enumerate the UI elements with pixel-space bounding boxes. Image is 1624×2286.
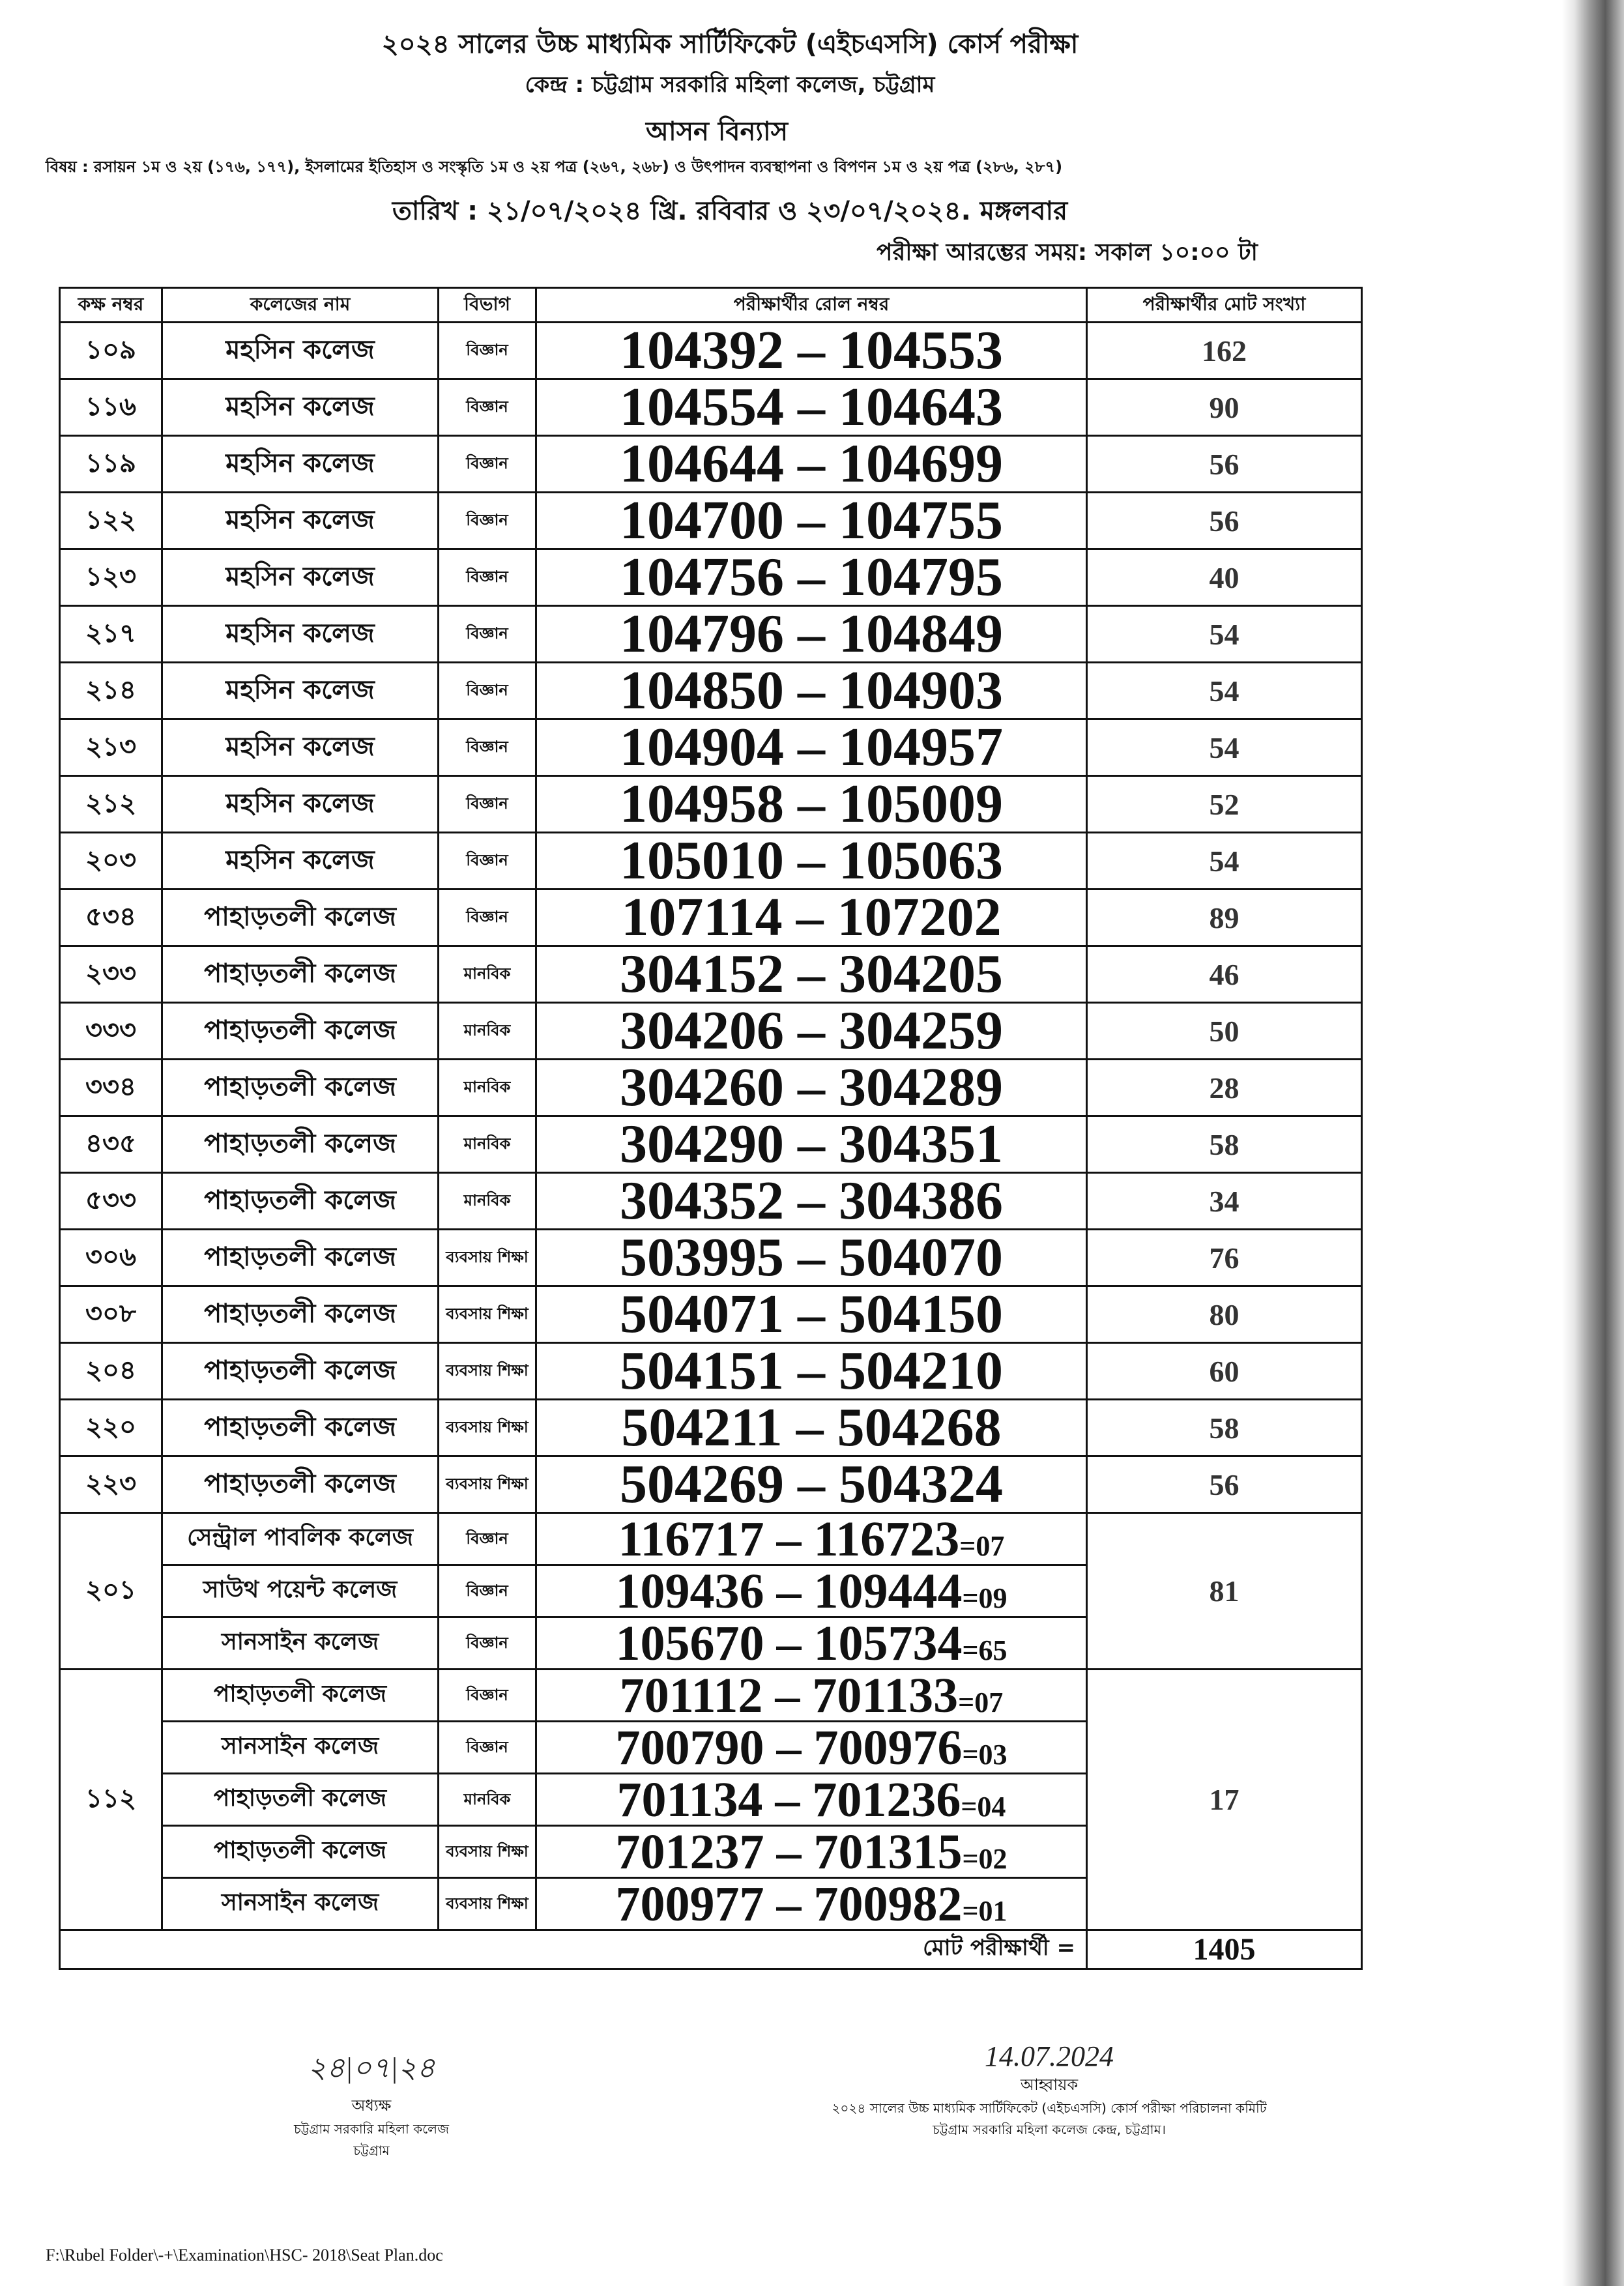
col-room: কক্ষ নম্বর (60, 288, 162, 323)
roll-range-text: 700790 – 700976 (615, 1721, 963, 1774)
table-row (60, 1060, 1362, 1116)
table-row (60, 1456, 1362, 1513)
room-number: ২১৩ (60, 719, 162, 776)
room-number: ২০৩ (60, 833, 162, 890)
table-row (60, 1116, 1362, 1173)
seat-plan-table (59, 287, 1363, 1970)
candidate-count: 89 (1087, 890, 1362, 946)
candidate-count: 54 (1087, 663, 1362, 719)
roll-subtotal: =07 (959, 1529, 1005, 1562)
table-row (60, 1400, 1362, 1456)
roll-range (536, 1878, 1087, 1930)
roll-range (536, 1513, 1087, 1565)
roll-range (536, 1826, 1087, 1878)
college-name: মহসিন কলেজ (162, 493, 439, 549)
principal-signature-date: ২৪|০৭|২৪ (308, 2052, 435, 2084)
roll-range: 504211 – 504268 (536, 1400, 1087, 1456)
department: বিজ্ঞান (439, 1565, 536, 1617)
roll-range: 304290 – 304351 (536, 1116, 1087, 1173)
department: বিজ্ঞান (439, 776, 536, 833)
roll-range (536, 1565, 1087, 1617)
department: মানবিক (439, 1003, 536, 1060)
candidate-count: 60 (1087, 1343, 1362, 1400)
col-college: কলেজের নাম (162, 288, 439, 323)
roll-range-text: 701237 – 701315 (615, 1825, 963, 1878)
roll-subtotal: =02 (962, 1842, 1008, 1875)
table-row (60, 549, 1362, 606)
scan-edge-shadow (1562, 0, 1624, 2286)
college-name: পাহাড়তলী কলেজ (162, 1060, 439, 1116)
subject-line: বিষয় : রসায়ন ১ম ও ২য় (১৭৬, ১৭৭), ইসলামের ইতিহাস ও সংস্কৃতি ১ম ও ২য় পত্র (২৬৭, ২৬৮) ও উৎপাদন ব্যবস্থাপনা ও বিপণন ১ম ও ২য় পত্র (২৮৬, ২৮৭) (46, 158, 1063, 176)
candidate-count: 58 (1087, 1116, 1362, 1173)
start-time: পরীক্ষা আরম্ভের সময়: সকাল ১০:০০ টা (877, 239, 1258, 266)
table-row (60, 323, 1362, 379)
room-number: ১২৩ (60, 549, 162, 606)
convener-signature-date: 14.07.2024 (985, 2040, 1114, 2072)
candidate-count: 46 (1087, 946, 1362, 1003)
room-number: ৩০৬ (60, 1230, 162, 1286)
department: মানবিক (439, 946, 536, 1003)
department: মানবিক (439, 1173, 536, 1230)
roll-range-text: 109436 – 109444 (615, 1565, 963, 1617)
roll-range: 104796 – 104849 (536, 606, 1087, 663)
department: বিজ্ঞান (439, 493, 536, 549)
department: ব্যবসায় শিক্ষা (439, 1400, 536, 1456)
candidate-count: 28 (1087, 1060, 1362, 1116)
department: বিজ্ঞান (439, 549, 536, 606)
table-row (60, 890, 1362, 946)
department: বিজ্ঞান (439, 663, 536, 719)
table-row (60, 719, 1362, 776)
table-row (60, 1513, 1362, 1565)
department: বিজ্ঞান (439, 1617, 536, 1670)
candidate-count: 54 (1087, 606, 1362, 663)
room-number: ২১৪ (60, 663, 162, 719)
room-number: ১২২ (60, 493, 162, 549)
roll-range-text: 701112 – 701133 (619, 1669, 959, 1722)
department: মানবিক (439, 1116, 536, 1173)
college-name: পাহাড়তলী কলেজ (162, 946, 439, 1003)
roll-range: 104700 – 104755 (536, 493, 1087, 549)
candidate-count: 90 (1087, 379, 1362, 436)
college-name: সানসাইন কলেজ (162, 1617, 439, 1670)
room-number: ৩০৮ (60, 1286, 162, 1343)
college-name: পাহাড়তলী কলেজ (162, 1230, 439, 1286)
file-path: F:\Rubel Folder\-+\Examination\HSC- 2018\Seat Plan.doc (46, 2246, 443, 2264)
candidate-count: 76 (1087, 1230, 1362, 1286)
candidate-count: 34 (1087, 1173, 1362, 1230)
roll-range: 104392 – 104553 (536, 323, 1087, 379)
department: বিজ্ঞান (439, 719, 536, 776)
college-name: মহসিন কলেজ (162, 606, 439, 663)
table-row (60, 663, 1362, 719)
candidate-count: 54 (1087, 719, 1362, 776)
department: ব্যবসায় শিক্ষা (439, 1230, 536, 1286)
table-header-row (60, 288, 1362, 323)
candidate-count: 17 (1087, 1670, 1362, 1930)
table-row (60, 1003, 1362, 1060)
roll-range-text: 105670 – 105734 (615, 1617, 963, 1670)
college-name: পাহাড়তলী কলেজ (162, 1456, 439, 1513)
college-name: সানসাইন কলেজ (162, 1878, 439, 1930)
candidate-count: 52 (1087, 776, 1362, 833)
candidate-count: 56 (1087, 436, 1362, 493)
table-row (60, 1670, 1362, 1722)
table-row (60, 606, 1362, 663)
department: ব্যবসায় শিক্ষা (439, 1456, 536, 1513)
department: ব্যবসায় শিক্ষা (439, 1878, 536, 1930)
roll-subtotal: =07 (958, 1686, 1004, 1718)
room-number: ২৩৩ (60, 946, 162, 1003)
roll-range (536, 1774, 1087, 1826)
roll-range: 304352 – 304386 (536, 1173, 1087, 1230)
room-number: ১১৬ (60, 379, 162, 436)
college-name: সাউথ পয়েন্ট কলেজ (162, 1565, 439, 1617)
college-name: পাহাড়তলী কলেজ (162, 1774, 439, 1826)
room-number: ১১২ (60, 1670, 162, 1930)
seat-plan-title: আসন বিন্যাস (645, 117, 789, 147)
table-row (60, 946, 1362, 1003)
roll-subtotal: =65 (962, 1634, 1008, 1666)
roll-range: 104644 – 104699 (536, 436, 1087, 493)
room-number: ১০৯ (60, 323, 162, 379)
principal-city: চট্টগ্রাম (353, 2143, 390, 2158)
room-number: ৪৩৫ (60, 1116, 162, 1173)
college-name: সানসাইন কলেজ (162, 1722, 439, 1774)
department: ব্যবসায় শিক্ষা (439, 1343, 536, 1400)
roll-range: 104756 – 104795 (536, 549, 1087, 606)
roll-range: 504269 – 504324 (536, 1456, 1087, 1513)
department: ব্যবসায় শিক্ষা (439, 1826, 536, 1878)
roll-range: 504151 – 504210 (536, 1343, 1087, 1400)
roll-subtotal: =03 (962, 1738, 1008, 1771)
roll-range: 107114 – 107202 (536, 890, 1087, 946)
room-number: ২১২ (60, 776, 162, 833)
roll-range: 304152 – 304205 (536, 946, 1087, 1003)
room-number: ২১৭ (60, 606, 162, 663)
roll-range-text: 700977 – 700982 (615, 1877, 963, 1930)
department: বিজ্ঞান (439, 1513, 536, 1565)
room-number: ৩৩৪ (60, 1060, 162, 1116)
col-count: পরীক্ষার্থীর মোট সংখ্যা (1087, 288, 1362, 323)
table-row (60, 379, 1362, 436)
principal-signature (235, 2046, 508, 2163)
college-name: মহসিন কলেজ (162, 719, 439, 776)
total-value: 1405 (1087, 1930, 1362, 1969)
table-row (60, 833, 1362, 890)
department: বিজ্ঞান (439, 1670, 536, 1722)
candidate-count: 58 (1087, 1400, 1362, 1456)
convener-title: আহ্বায়ক (1020, 2076, 1079, 2094)
room-number: ৫৩৩ (60, 1173, 162, 1230)
roll-subtotal: =01 (962, 1894, 1008, 1927)
room-number: ২২০ (60, 1400, 162, 1456)
college-name: মহসিন কলেজ (162, 379, 439, 436)
roll-range: 504071 – 504150 (536, 1286, 1087, 1343)
college-name: পাহাড়তলী কলেজ (162, 1003, 439, 1060)
department: ব্যবসায় শিক্ষা (439, 1286, 536, 1343)
candidate-count: 81 (1087, 1513, 1362, 1670)
exam-center: কেন্দ্র : চট্টগ্রাম সরকারি মহিলা কলেজ, চট্টগ্রাম (525, 72, 935, 98)
roll-subtotal: =09 (962, 1582, 1008, 1614)
candidate-count: 50 (1087, 1003, 1362, 1060)
table-row (60, 1343, 1362, 1400)
table-row (60, 436, 1362, 493)
roll-range (536, 1670, 1087, 1722)
candidate-count: 56 (1087, 1456, 1362, 1513)
roll-range (536, 1722, 1087, 1774)
col-roll: পরীক্ষার্থীর রোল নম্বর (536, 288, 1087, 323)
roll-range-text: 116717 – 116723 (618, 1512, 960, 1565)
college-name: মহসিন কলেজ (162, 323, 439, 379)
roll-range (536, 1617, 1087, 1670)
exam-date: তারিখ : ২১/০৭/২০২৪ খ্রি. রবিবার ও ২৩/০৭/২০২৪. মঙ্গলবার (392, 196, 1068, 226)
department: বিজ্ঞান (439, 890, 536, 946)
college-name: মহসিন কলেজ (162, 549, 439, 606)
department: বিজ্ঞান (439, 606, 536, 663)
candidate-count: 40 (1087, 549, 1362, 606)
table-row (60, 1286, 1362, 1343)
exam-title: ২০২৪ সালের উচ্চ মাধ্যমিক সার্টিফিকেট (এইচএসসি) কোর্স পরীক্ষা (381, 29, 1079, 59)
college-name: মহসিন কলেজ (162, 833, 439, 890)
college-name: মহসিন কলেজ (162, 436, 439, 493)
department: মানবিক (439, 1060, 536, 1116)
roll-range: 304260 – 304289 (536, 1060, 1087, 1116)
roll-range: 104904 – 104957 (536, 719, 1087, 776)
candidate-count: 54 (1087, 833, 1362, 890)
department: বিজ্ঞান (439, 436, 536, 493)
room-number: ১১৯ (60, 436, 162, 493)
candidate-count: 80 (1087, 1286, 1362, 1343)
college-name: পাহাড়তলী কলেজ (162, 1286, 439, 1343)
table-row (60, 493, 1362, 549)
college-name: পাহাড়তলী কলেজ (162, 1670, 439, 1722)
department: বিজ্ঞান (439, 1722, 536, 1774)
table-row (60, 1173, 1362, 1230)
roll-range: 503995 – 504070 (536, 1230, 1087, 1286)
room-number: ২২৩ (60, 1456, 162, 1513)
department: বিজ্ঞান (439, 833, 536, 890)
college-name: পাহাড়তলী কলেজ (162, 1400, 439, 1456)
college-name: সেন্ট্রাল পাবলিক কলেজ (162, 1513, 439, 1565)
roll-range: 304206 – 304259 (536, 1003, 1087, 1060)
roll-range: 104554 – 104643 (536, 379, 1087, 436)
college-name: পাহাড়তলী কলেজ (162, 1116, 439, 1173)
room-number: ৩৩৩ (60, 1003, 162, 1060)
roll-subtotal: =04 (961, 1790, 1006, 1823)
roll-range: 105010 – 105063 (536, 833, 1087, 890)
convener-committee: ২০২৪ সালের উচ্চ মাধ্যমিক সার্টিফিকেট (এইচএসসি) কোর্স পরীক্ষা পরিচালনা কমিটি (832, 2100, 1267, 2116)
roll-range: 104958 – 105009 (536, 776, 1087, 833)
principal-org: চট্টগ্রাম সরকারি মহিলা কলেজ (294, 2121, 449, 2137)
candidate-count: 162 (1087, 323, 1362, 379)
room-number: ২০১ (60, 1513, 162, 1670)
roll-range-text: 701134 – 701236 (616, 1773, 961, 1826)
total-label: মোট পরীক্ষার্থী = (60, 1930, 1087, 1969)
col-dept: বিভাগ (439, 288, 536, 323)
convener-signature (717, 2040, 1382, 2142)
total-row (60, 1930, 1362, 1969)
room-number: ২০৪ (60, 1343, 162, 1400)
department: মানবিক (439, 1774, 536, 1826)
college-name: পাহাড়তলী কলেজ (162, 1826, 439, 1878)
candidate-count: 56 (1087, 493, 1362, 549)
department: বিজ্ঞান (439, 379, 536, 436)
college-name: পাহাড়তলী কলেজ (162, 890, 439, 946)
convener-center: চট্টগ্রাম সরকারি মহিলা কলেজ কেন্দ্র, চট্টগ্রাম। (933, 2122, 1166, 2137)
principal-title: অধ্যক্ষ (351, 2096, 392, 2115)
department: বিজ্ঞান (439, 323, 536, 379)
college-name: মহসিন কলেজ (162, 663, 439, 719)
college-name: মহসিন কলেজ (162, 776, 439, 833)
table-row (60, 1230, 1362, 1286)
college-name: পাহাড়তলী কলেজ (162, 1173, 439, 1230)
room-number: ৫৩৪ (60, 890, 162, 946)
table-row (60, 776, 1362, 833)
college-name: পাহাড়তলী কলেজ (162, 1343, 439, 1400)
roll-range: 104850 – 104903 (536, 663, 1087, 719)
